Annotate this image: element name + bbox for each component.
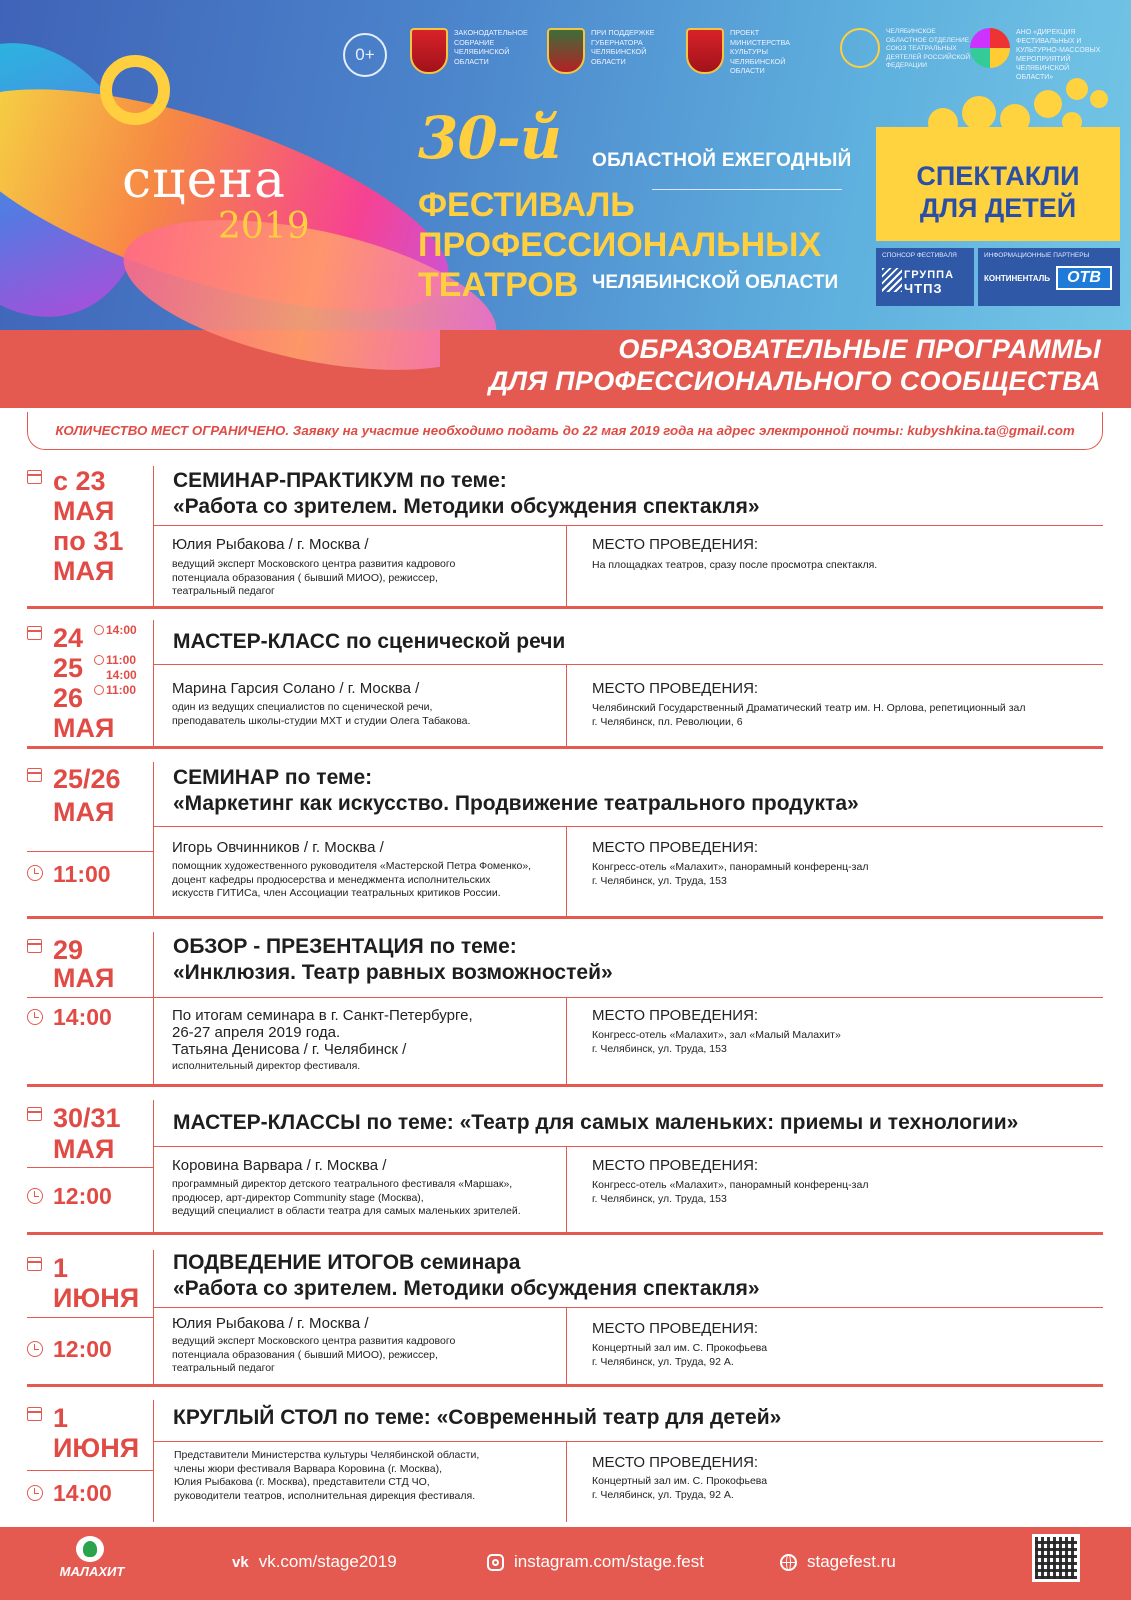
event-master-class-speech (0, 620, 1131, 750)
event-speaker-desc: один из ведущих специалистов по сценической речи, преподаватель школы-студии МХТ и студии Олега Табакова. (172, 701, 471, 727)
divider (27, 746, 1103, 749)
event-speaker: Юлия Рыбакова / г. Москва / (172, 1315, 369, 1332)
decorative-bubble (1090, 90, 1108, 108)
divider (566, 826, 567, 916)
event-title: ПОДВЕДЕНИЕ ИТОГОВ семинара «Работа со зрителем. Методики обсуждения спектакля» (173, 1251, 760, 1300)
coat-of-arms-icon (686, 28, 724, 74)
festival-directorate-logo-icon (970, 28, 1010, 68)
event-date: 1 ИЮНЯ (53, 1253, 140, 1313)
venue-heading: МЕСТО ПРОВЕДЕНИЯ: (592, 1157, 759, 1174)
divider (153, 466, 154, 606)
event-title: СЕМИНАР-ПРАКТИКУМ по теме: «Работа со зрителем. Методики обсуждения спектакля» (173, 469, 760, 518)
vk-link-text: vk.com/stage2019 (258, 1552, 397, 1571)
banner-line2: ДЛЯ ПРОФЕССИОНАЛЬНОГО СООБЩЕСТВА (488, 366, 1101, 396)
divider (27, 1384, 1103, 1387)
clock-icon (94, 625, 104, 635)
divider (153, 1307, 1103, 1308)
divider (153, 932, 154, 1084)
festival-annual-label: ОБЛАСТНОЙ ЕЖЕГОДНЫЙ (592, 150, 852, 171)
event-time: 11:00 (106, 653, 137, 667)
event-time: 12:00 (53, 1183, 112, 1209)
event-summary-seminar (0, 1250, 1131, 1390)
sponsor-panel (876, 248, 974, 306)
event-venue: Концертный зал им. С. Прокофьева г. Челябинск, ул. Труда, 92 А. (592, 1342, 768, 1368)
event-speaker: Игорь Овчинников / г. Москва / (172, 839, 384, 856)
calendar-icon (27, 1257, 42, 1271)
vk-icon: vk (232, 1553, 249, 1571)
kids-shows-line2: ДЛЯ ДЕТЕЙ (919, 193, 1077, 223)
decorative-swirl (111, 330, 440, 398)
sponsor-name-line2: ЧТПЗ (904, 281, 943, 296)
event-overview-inclusion (0, 932, 1131, 1092)
coat-of-arms-icon (547, 28, 585, 74)
sponsor-logo-icon (882, 268, 902, 292)
festival-edition: 30-й (418, 104, 561, 172)
venue-heading: МЕСТО ПРОВЕДЕНИЯ: (592, 1007, 759, 1024)
info-partner-continental: КОНТИНЕНТАЛЬ (984, 274, 1051, 283)
event-date: 29 МАЯ (53, 935, 115, 993)
kids-shows-line1: СПЕКТАКЛИ (916, 161, 1080, 191)
event-speaker-desc: помощник художественного руководителя «Мастерской Петра Фоменко», доцент кафедры продюсерства и менеджмента исполнительских искусств ГИТИСа, член Ассоциации театральных критиков России. (172, 860, 532, 899)
event-speaker-desc: исполнительный директор фестиваля. (172, 1060, 361, 1072)
partner-festival-directorate (970, 28, 1108, 82)
venue-heading: МЕСТО ПРОВЕДЕНИЯ: (592, 1320, 759, 1337)
venue-heading: МЕСТО ПРОВЕДЕНИЯ: (592, 839, 759, 856)
partner-ministry-culture (686, 28, 810, 76)
theatre-union-logo-icon (840, 28, 880, 68)
partner-text: ПРИ ПОДДЕРЖКЕ ГУБЕРНАТОРА ЧЕЛЯБИНСКОЙ ОБЛАСТИ (591, 28, 655, 66)
divider (153, 762, 154, 916)
divider (27, 997, 153, 998)
divider (153, 1100, 154, 1232)
event-title: КРУГЛЫЙ СТОЛ по теме: «Современный театр для детей» (173, 1406, 782, 1429)
event-seminar-marketing (0, 762, 1131, 922)
event-title: МАСТЕР-КЛАССЫ по теме: «Театр для самых маленьких: приемы и технологии» (173, 1111, 1019, 1134)
registration-notice: КОЛИЧЕСТВО МЕСТ ОГРАНИЧЕНО. Заявку на участие необходимо подать до 22 мая 2019 года на адрес электронной почты: kubyshkina.ta@gmail.com (27, 412, 1103, 450)
calendar-icon (27, 768, 42, 782)
age-rating-badge: 0+ (343, 33, 387, 77)
calendar-icon (27, 1107, 42, 1121)
hotel-logo-text: МАЛАХИТ (59, 1564, 125, 1579)
sponsor-label: СПОНСОР ФЕСТИВАЛЯ (882, 252, 957, 259)
venue-heading: МЕСТО ПРОВЕДЕНИЯ: (592, 1454, 759, 1471)
event-venue: Челябинский Государственный Драматический театр им. Н. Орлова, репетиционный зал г. Челябинск, пл. Революции, 6 (592, 702, 1026, 728)
event-round-table (0, 1400, 1131, 1525)
calendar-icon (27, 470, 42, 484)
event-participants: Представители Министерства культуры Челябинской области, члены жюри фестиваля Варвара Коровина (г. Москва), Юлия Рыбакова (г. Москва), представители СТД ЧО, руководители театров, исполнительная дирекция фестиваля. (174, 1449, 480, 1502)
divider (153, 1441, 1103, 1442)
coat-of-arms-icon (410, 28, 448, 74)
calendar-icon (27, 1407, 42, 1421)
divider (27, 606, 1103, 609)
banner-swirl (0, 330, 440, 408)
divider (566, 1441, 567, 1522)
website-link[interactable] (780, 1552, 896, 1572)
event-time: 14:00 (53, 1480, 112, 1506)
event-time: 14:00 (53, 1004, 112, 1030)
divider (153, 1146, 1103, 1147)
decorative-bubble (1066, 78, 1088, 100)
festival-title-line1: ФЕСТИВАЛЬ (418, 186, 635, 224)
sponsor-name-line1: ГРУППА (904, 269, 955, 281)
clock-icon (94, 685, 104, 695)
info-partners-label: ИНФОРМАЦИОННЫЕ ПАРТНЕРЫ (984, 252, 1090, 259)
website-link-text: stagefest.ru (807, 1552, 896, 1571)
partner-text: ЗАКОНОДАТЕЛЬНОЕ СОБРАНИЕ ЧЕЛЯБИНСКОЙ ОБЛАСТИ (454, 28, 528, 66)
instagram-icon (487, 1554, 504, 1571)
event-time: 14:00 (106, 623, 137, 637)
instagram-link[interactable] (487, 1552, 704, 1572)
divider (652, 189, 842, 190)
event-speaker-desc: программный директор детского театрального фестиваля «Маршак», продюсер, арт-директор Community stage (Москва), ведущий специалист в области театра для самых маленьких зрителей. (172, 1178, 521, 1217)
event-venue: Конгресс-отель «Малахит», панорамный конференц-зал г. Челябинск, ул. Труда, 153 (592, 861, 869, 887)
hotel-logo (52, 1536, 132, 1588)
venue-heading: МЕСТО ПРОВЕДЕНИЯ: (592, 536, 759, 553)
partner-theatre-union (840, 28, 972, 71)
divider (27, 1317, 153, 1318)
event-time: 11:00 (106, 683, 137, 697)
divider (566, 525, 567, 606)
festival-header (0, 0, 1131, 330)
divider (153, 997, 1103, 998)
vk-link[interactable] (232, 1552, 397, 1572)
divider (153, 826, 1103, 827)
malachite-logo-icon (76, 1536, 104, 1562)
divider (27, 916, 1103, 919)
decorative-bubble (962, 96, 996, 130)
event-date: 1 ИЮНЯ (53, 1403, 140, 1463)
qr-code[interactable] (1032, 1534, 1080, 1582)
divider (153, 525, 1103, 526)
event-seminar-practicum (0, 466, 1131, 612)
partner-text: ПРОЕКТ МИНИСТЕРСТВА КУЛЬТУРЫ ЧЕЛЯБИНСКОЙ ОБЛАСТИ (730, 28, 790, 75)
clock-icon (27, 1485, 43, 1501)
info-partners-panel (978, 248, 1120, 306)
calendar-icon (27, 939, 42, 953)
event-venue: На площадках театров, сразу после просмотра спектакля. (592, 559, 878, 571)
festival-logo-word: сцена (122, 150, 286, 210)
event-speaker-desc: ведущий эксперт Московского центра развития кадрового потенциала образования ( бывший МИОО), режиссер, театральный педагог (172, 1335, 456, 1374)
event-time: 12:00 (53, 1336, 112, 1362)
event-title: СЕМИНАР по теме: «Маркетинг как искусство. Продвижение театрального продукта» (173, 766, 859, 815)
partner-legislative-assembly (410, 28, 534, 74)
divider (566, 664, 567, 746)
event-time: 11:00 (53, 861, 111, 887)
event-speaker: Коровина Варвара / г. Москва / (172, 1157, 387, 1174)
divider (566, 997, 567, 1084)
sponsor-name (904, 268, 954, 296)
event-title: ОБЗОР - ПРЕЗЕНТАЦИЯ по теме: «Инклюзия. Театр равных возможностей» (173, 935, 613, 984)
partner-text: АНО «ДИРЕКЦИЯ ФЕСТИВАЛЬНЫХ И КУЛЬТУРНО-МАССОВЫХ МЕРОПРИЯТИЙ ЧЕЛЯБИНСКОЙ ОБЛАСТИ» (1016, 29, 1101, 81)
festival-title-line2: ПРОФЕССИОНАЛЬНЫХ (418, 226, 822, 264)
clock-icon (27, 1341, 43, 1357)
event-title: МАСТЕР-КЛАСС по сценической речи (173, 630, 566, 653)
divider (153, 664, 1103, 665)
banner-line1: ОБРАЗОВАТЕЛЬНЫЕ ПРОГРАММЫ (618, 334, 1101, 364)
info-partner-otv: ОТВ (1056, 266, 1112, 290)
event-speaker: Юлия Рыбакова / г. Москва / (172, 536, 369, 553)
event-speaker: По итогам семинара в г. Санкт-Петербурге, 26-27 апреля 2019 года. Татьяна Денисова / г. Челябинск / (172, 1007, 473, 1058)
divider (153, 1250, 154, 1386)
partner-text: ЧЕЛЯБИНСКОЕ ОБЛАСТНОЕ ОТДЕЛЕНИЕ СОЮЗ ТЕАТРАЛЬНЫХ ДЕЯТЕЛЕЙ РОССИЙСКОЙ ФЕДЕРАЦИИ (886, 28, 971, 70)
event-venue: Конгресс-отель «Малахит», зал «Малый Малахит» г. Челябинск, ул. Труда, 153 (592, 1029, 841, 1055)
event-venue: Конгресс-отель «Малахит», панорамный конференц-зал г. Челябинск, ул. Труда, 153 (592, 1179, 869, 1205)
event-speaker-desc: ведущий эксперт Московского центра развития кадрового потенциала образования ( бывший МИОО), режиссер, театральный педагог (172, 558, 456, 597)
event-date: 25/26 МАЯ (53, 764, 121, 827)
festival-logo-year: 2019 (218, 206, 310, 247)
divider (566, 1146, 567, 1232)
divider (566, 1307, 567, 1386)
divider (27, 1232, 1103, 1235)
event-time: 14:00 (106, 668, 137, 682)
event-venue: Концертный зал им. С. Прокофьева г. Челябинск, ул. Труда, 92 А. (592, 1475, 768, 1501)
decorative-bubble (1034, 90, 1062, 118)
event-date: 24 25 26 МАЯ (53, 623, 115, 743)
clock-icon (94, 655, 104, 665)
divider (153, 1400, 154, 1522)
festival-logo-icon (100, 55, 170, 125)
clock-icon (27, 865, 43, 881)
divider (27, 851, 153, 852)
partner-governor (547, 28, 671, 74)
event-master-classes-kids (0, 1100, 1131, 1240)
divider (27, 1084, 1103, 1087)
venue-heading: МЕСТО ПРОВЕДЕНИЯ: (592, 680, 759, 697)
globe-icon (780, 1554, 797, 1571)
divider (27, 1470, 153, 1471)
event-speaker: Марина Гарсия Солано / г. Москва / (172, 680, 420, 697)
festival-region-label: ЧЕЛЯБИНСКОЙ ОБЛАСТИ (592, 272, 839, 293)
qr-code-pattern (1035, 1537, 1077, 1579)
divider (153, 620, 154, 746)
clock-icon (27, 1188, 43, 1204)
event-date: 30/31 МАЯ (53, 1103, 121, 1164)
kids-shows-label (876, 160, 1120, 224)
event-date: с 23 МАЯ по 31 МАЯ (53, 466, 124, 586)
festival-title-line3: ТЕАТРОВ (418, 266, 579, 304)
instagram-link-text: instagram.com/stage.fest (514, 1552, 704, 1571)
divider (27, 1167, 153, 1168)
calendar-icon (27, 626, 42, 640)
clock-icon (27, 1009, 43, 1025)
